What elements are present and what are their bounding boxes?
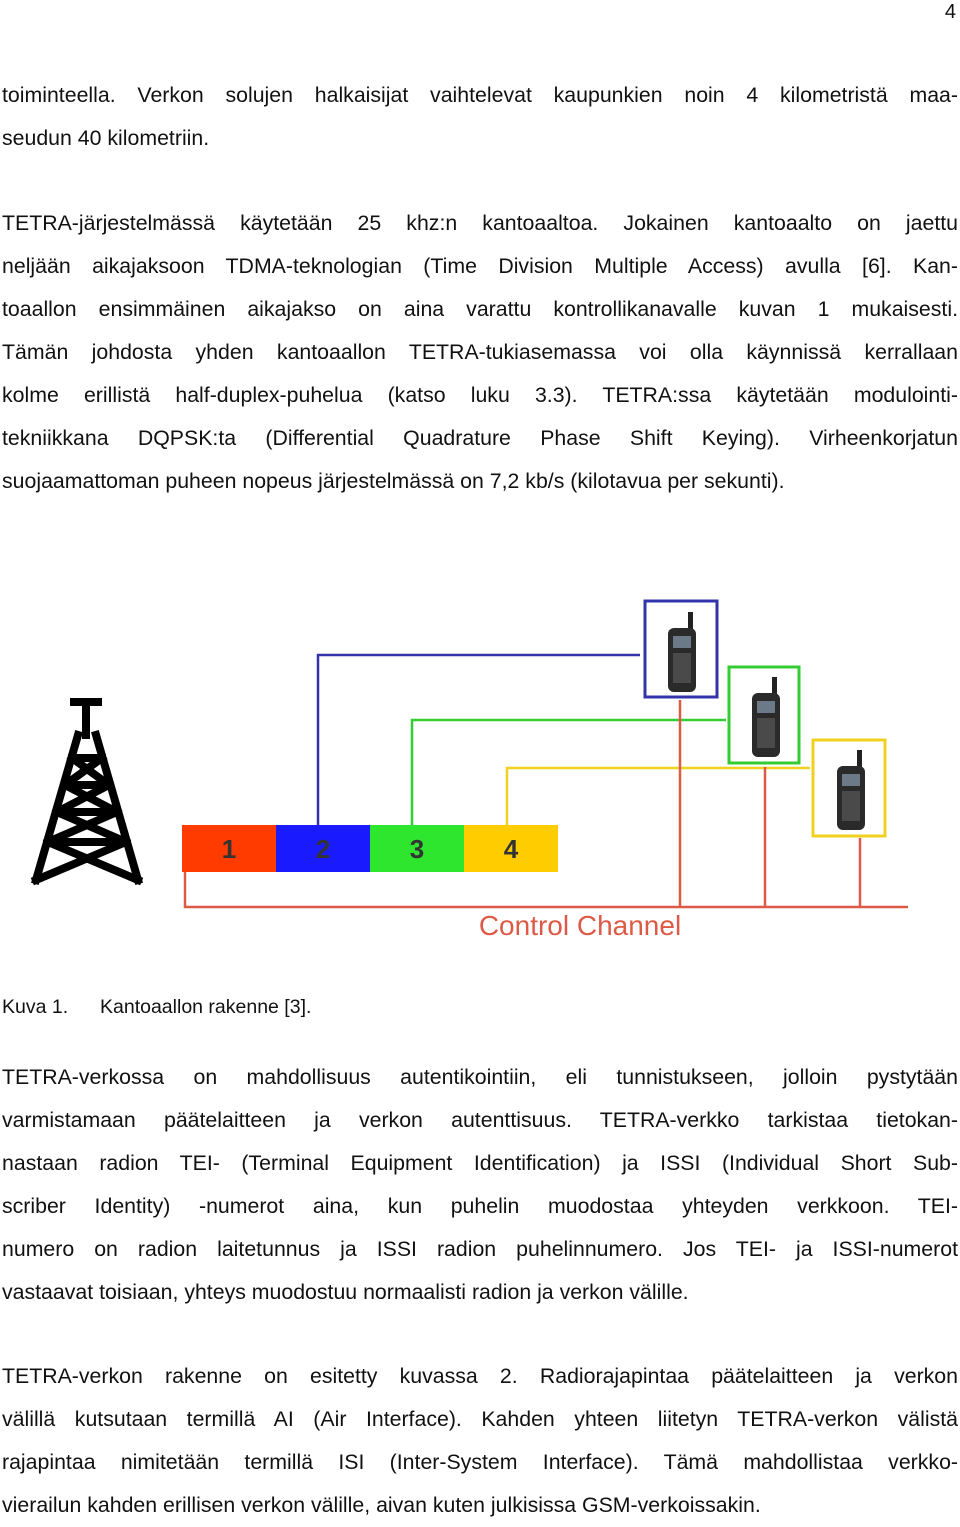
figure-svg	[0, 590, 960, 950]
text-line: tekniikkana DQPSK:ta (Differential Quadrature Phase Shift Keying). Virheenkorjatun	[2, 426, 958, 450]
tower-icon	[36, 702, 138, 880]
paragraph-3	[2, 1056, 958, 1314]
time-slot-label-1: 1	[221, 834, 237, 864]
time-slots	[182, 825, 558, 872]
time-slot-label-4: 4	[503, 834, 519, 864]
time-slot-label-2: 2	[315, 834, 331, 864]
text-line: toiminteella. Verkon solujen halkaisijat vaihtelevat kaupunkien noin 4 kilometristä maa-	[2, 83, 958, 107]
text-line: rajapintaa nimitetään termillä ISI (Inter-System Interface). Tämä mahdollistaa verkko-	[2, 1450, 958, 1474]
text-line: kolme erillistä half-duplex-puhelua (katso luku 3.3). TETRA:ssa käytetään modulointi-	[2, 383, 958, 407]
text-line: TETRA-järjestelmässä käytetään 25 khz:n kantoaaltoa. Jokainen kantoaalto on jaettu	[2, 211, 958, 235]
text-line: TETRA-verkossa on mahdollisuus autentikointiin, eli tunnistukseen, jolloin pystytään	[2, 1065, 958, 1089]
page-number: 4	[944, 1, 956, 23]
text-line: scriber Identity) -numerot aina, kun puhelin muodostaa yhteyden verkkoon. TEI-	[2, 1194, 958, 1218]
text-line: neljään aikajaksoon TDMA-teknologian (Time Division Multiple Access) avulla [6]. Kan-	[2, 254, 958, 278]
caption-text: Kantoaallon rakenne [3].	[100, 996, 312, 1018]
text-line: nastaan radion TEI- (Terminal Equipment Identification) ja ISSI (Individual Short Sub-	[2, 1151, 958, 1175]
figure-caption	[2, 992, 311, 1022]
time-slot-label-3: 3	[409, 834, 425, 864]
radio-terminal-3	[813, 740, 885, 836]
text-line: varmistamaan päätelaitteen ja verkon autenttisuus. TETRA-verkko tarkistaa tietokan-	[2, 1108, 958, 1132]
text-line: vierailun kahden erillisen verkon välille, aivan kuten julkisissa GSM-verkoissakin.	[2, 1493, 761, 1517]
text-line: TETRA-verkon rakenne on esitetty kuvassa 2. Radiorajapintaa päätelaitteen ja verkon	[2, 1364, 958, 1388]
text-line: vastaavat toisiaan, yhteys muodostuu normaalisti radion ja verkon välille.	[2, 1280, 689, 1304]
carrier-structure-figure	[0, 590, 960, 950]
control-channel-line	[185, 870, 908, 907]
text-line: toaallon ensimmäinen aikajakso on aina varattu kontrollikanavalle kuvan 1 mukaisesti.	[2, 297, 958, 321]
radio-terminal-1	[645, 601, 717, 697]
control-channel-label: Control Channel	[478, 910, 682, 941]
text-line: Tämän johdosta yhden kantoaallon TETRA-tukiasemassa voi olla käynnissä kerrallaan	[2, 340, 958, 364]
paragraph-1	[2, 74, 958, 160]
paragraph-4	[2, 1355, 958, 1527]
radio-terminal-2	[729, 667, 799, 763]
text-line: välillä kutsutaan termillä AI (Air Interface). Kahden yhteen liitetyn TETRA-verkon välistä	[2, 1407, 958, 1431]
text-line: seudun 40 kilometriin.	[2, 126, 210, 150]
caption-number: Kuva 1.	[2, 996, 69, 1018]
text-line: suojaamattoman puheen nopeus järjestelmässä on 7,2 kb/s (kilotavua per sekunti).	[2, 469, 785, 493]
radio1-link-line	[318, 655, 640, 825]
paragraph-2	[2, 202, 958, 503]
text-line: numero on radion laitetunnus ja ISSI radion puhelinnumero. Jos TEI- ja ISSI-numerot	[2, 1237, 958, 1261]
